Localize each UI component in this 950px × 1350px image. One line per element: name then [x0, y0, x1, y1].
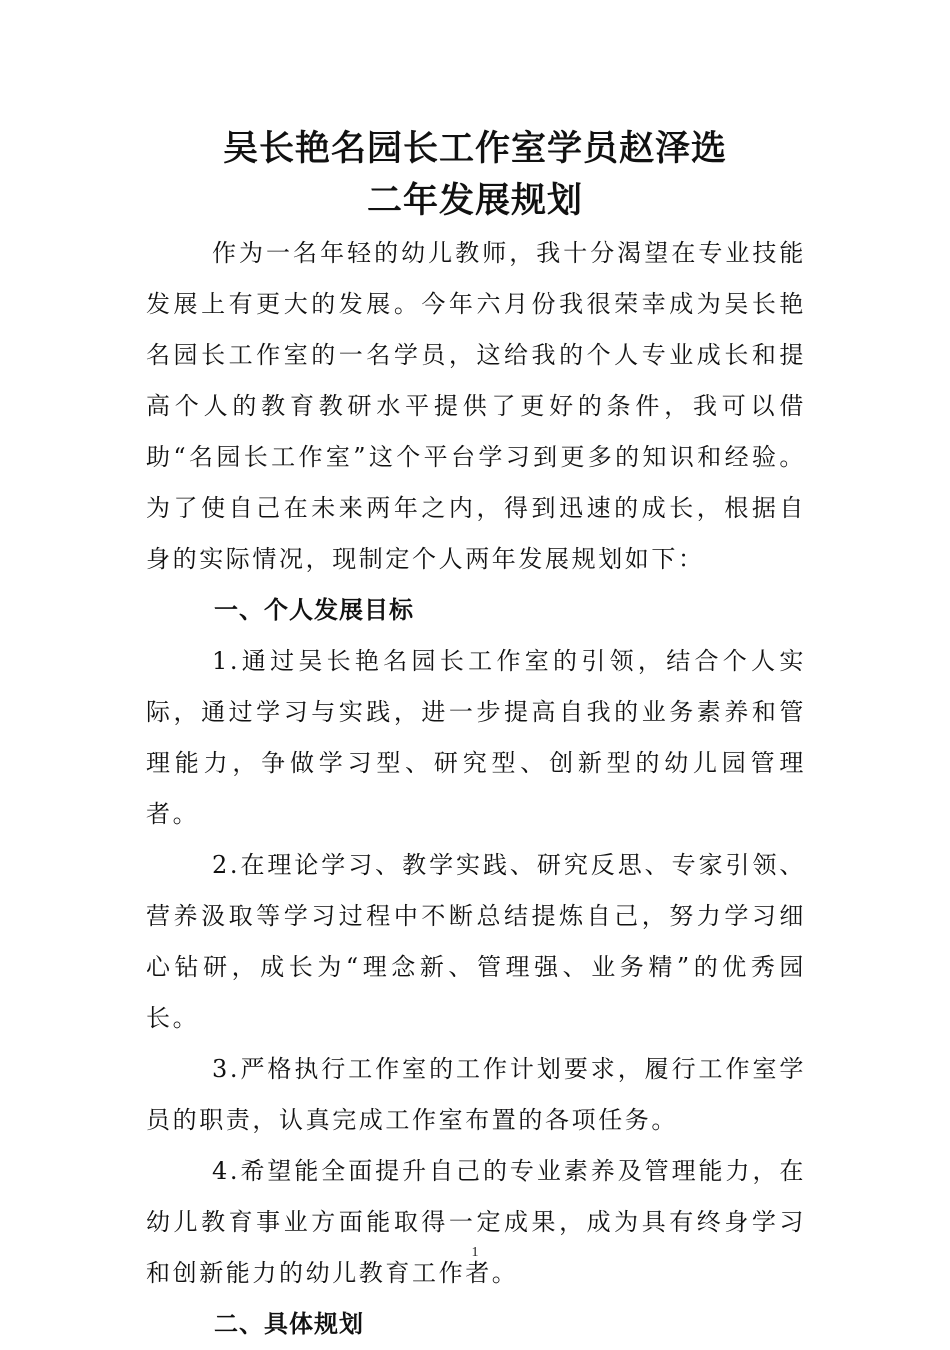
- goal-item-3: 3.严格执行工作室的工作计划要求，履行工作室学员的职责，认真完成工作室布置的各项任务。: [146, 1055, 806, 1134]
- page-number: 1: [471, 1245, 479, 1260]
- section-heading-plan: 二、具体规划: [214, 1310, 364, 1338]
- intro-paragraph: 作为一名年轻的幼儿教师，我十分渴望在专业技能发展上有更大的发展。今年六月份我很荣幸成为吴长艳名园长工作室的一名学员，这给我的个人专业成长和提高个人的教育教研水平提供了更好的条件，我可以借助“名园长工作室”这个平台学习到更多的知识和经验。为了使自己在未来两年之内，得到迅速的成长，根据自身的实际情况，现制定个人两年发展规划如下：: [146, 239, 806, 573]
- goal-item-1: 1.通过吴长艳名园长工作室的引领，结合个人实际，通过学习与实践，进一步提高自我的业务素养和管理能力，争做学习型、研究型、创新型的幼儿园管理者。: [146, 647, 806, 828]
- section-heading-goals: 一、个人发展目标: [214, 596, 414, 624]
- document-body: [146, 228, 806, 1350]
- title-line-1: 吴长艳名园长工作室学员赵泽选: [222, 128, 727, 169]
- title-line-2: 二年发展规划: [366, 180, 583, 221]
- goal-item-2: 2.在理论学习、教学实践、研究反思、专家引领、营养汲取等学习过程中不断总结提炼自己，努力学习细心钻研，成长为“理念新、管理强、业务精”的优秀园长。: [146, 851, 806, 1032]
- goal-item-4: 4.希望能全面提升自己的专业素养及管理能力，在幼儿教育事业方面能取得一定成果，成为具有终身学习和创新能力的幼儿教育工作者。: [146, 1157, 806, 1287]
